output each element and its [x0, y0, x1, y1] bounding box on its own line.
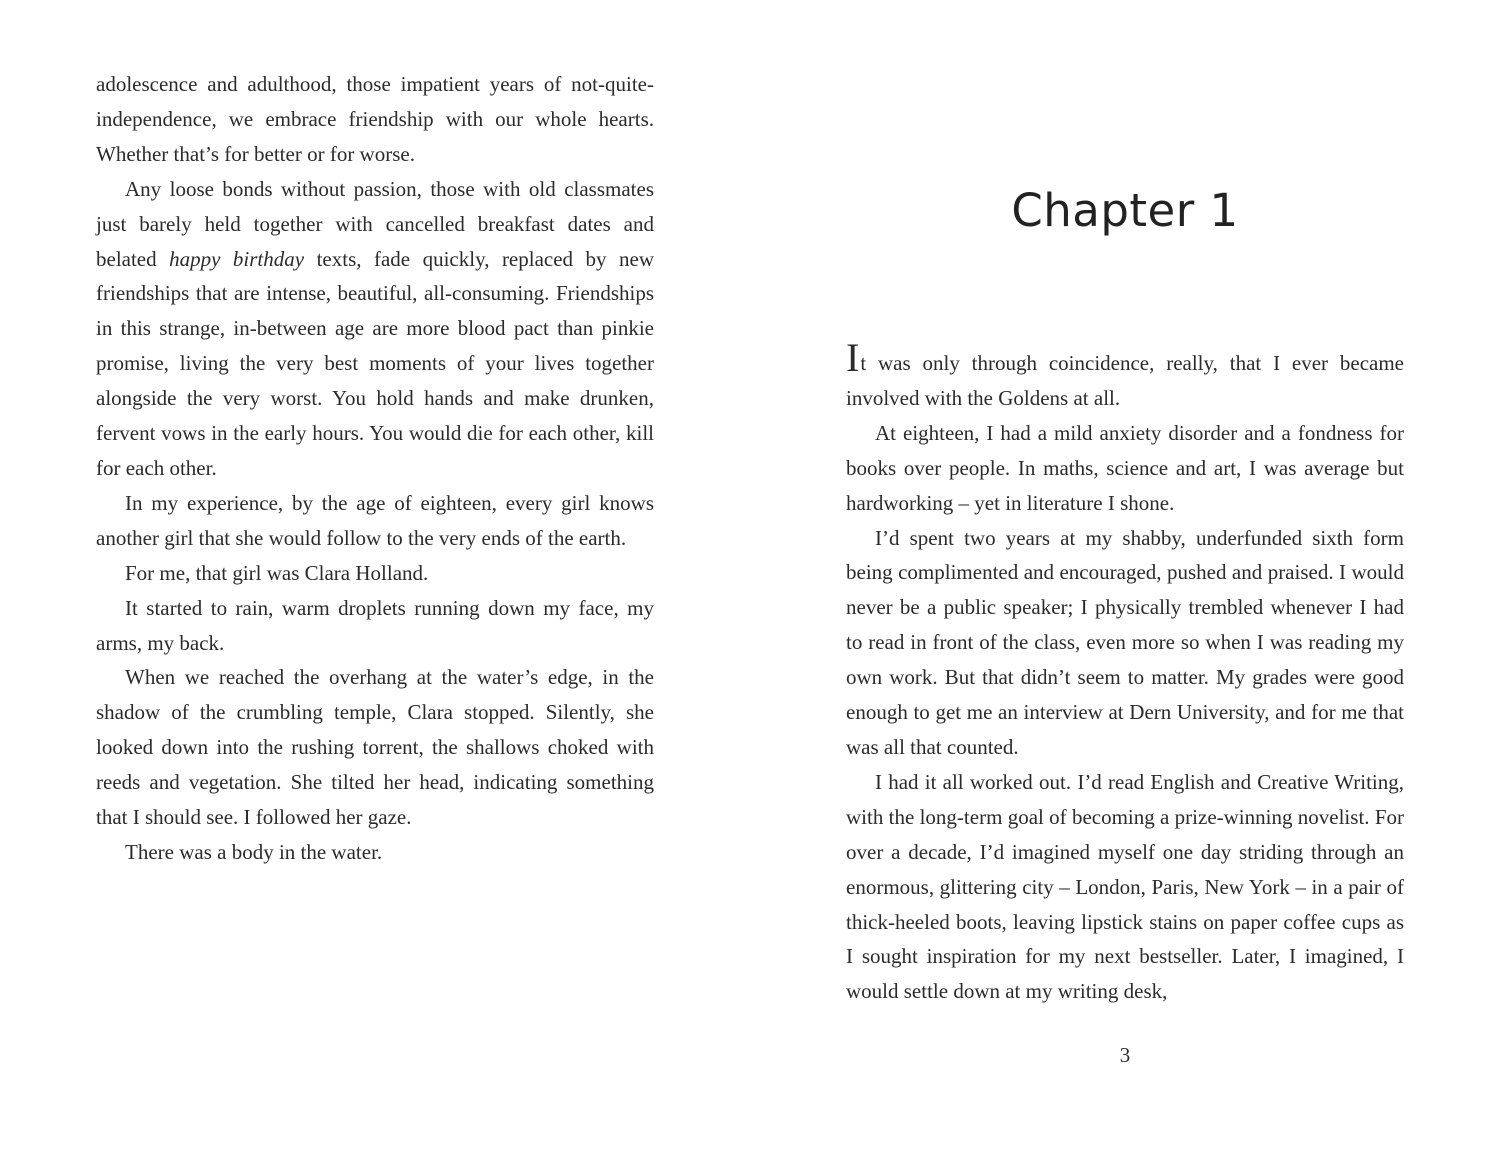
paragraph [96, 172, 654, 486]
paragraph [846, 335, 1404, 416]
text-run: Any loose bonds without passion, those with old classmates just barely held together with cancelled breakfast dates and belated [96, 176, 654, 271]
paragraph [96, 556, 654, 591]
paragraph [96, 660, 654, 835]
text-run: For me, that girl was Clara Holland. [125, 560, 429, 585]
text-run: There was a body in the water. [125, 839, 383, 864]
text-run: I’d spent two years at my shabby, underfunded sixth form being complimented and encouraged, pushed and praised. I would never be a public speaker; I physically trembled whenever I had to read in front of the class, even more so when I was reading my own work. But that didn’t seem to matter. My grades were good enough to get me an interview at Dern University, and for me that was all that counted. [846, 525, 1404, 759]
paragraph [96, 835, 654, 870]
paragraph [96, 67, 654, 172]
paragraph [96, 591, 654, 661]
paragraph [96, 486, 654, 556]
left-page [96, 0, 654, 1151]
left-page-text [96, 67, 654, 870]
drop-initial: I [846, 335, 860, 380]
right-page [846, 0, 1404, 1151]
text-run: texts, fade quickly, replaced by new friendships that are intense, beautiful, all-consuming. Friendships in this strange, in-between age are more blood pact than pinkie promise, living the very best moments of your lives together alongside the very worst. You hold hands and make drunken, fervent vows in the early hours. You would die for each other, kill for each other. [96, 246, 654, 480]
italic-phrase: happy birthday [169, 246, 305, 271]
text-run: At eighteen, I had a mild anxiety disorder and a fondness for books over people. In maths, science and art, I was average but hardworking – yet in literature I shone. [846, 420, 1404, 515]
right-page-text [846, 335, 1404, 1009]
paragraph [846, 416, 1404, 521]
chapter-title: Chapter 1 [1011, 184, 1239, 237]
text-run: I had it all worked out. I’d read English and Creative Writing, with the long-term goal of becoming a prize-winning novelist. For over a decade, I’d imagined myself one day striding through an enormous, glittering city – London, Paris, New York – in a pair of thick-heeled boots, leaving lipstick stains on paper coffee cups as I sought inspiration for my next bestseller. Later, I imagined, I would settle down at my writing desk, [846, 769, 1404, 1004]
text-run: When we reached the overhang at the water’s edge, in the shadow of the crumbling temple, Clara stopped. Silently, she looked down into the rushing torrent, the shallows choked with reeds and vegetation. She tilted her head, indicating something that I should see. I followed her gaze. [96, 665, 654, 830]
page-number: 3 [1119, 1043, 1131, 1067]
paragraph [846, 521, 1404, 765]
paragraph [846, 765, 1404, 1009]
text-run: adolescence and adulthood, those impatient years of not-quite-independence, we embrace friendship with our whole hearts. Whether that’s for better or for worse. [96, 72, 654, 166]
text-run: It started to rain, warm droplets running down my face, my arms, my back. [96, 595, 654, 655]
text-run: In my experience, by the age of eighteen, every girl knows another girl that she would follow to the very ends of the earth. [96, 490, 654, 550]
text-run: t was only through coincidence, really, that I ever became involved with the Goldens at all. [846, 351, 1404, 410]
